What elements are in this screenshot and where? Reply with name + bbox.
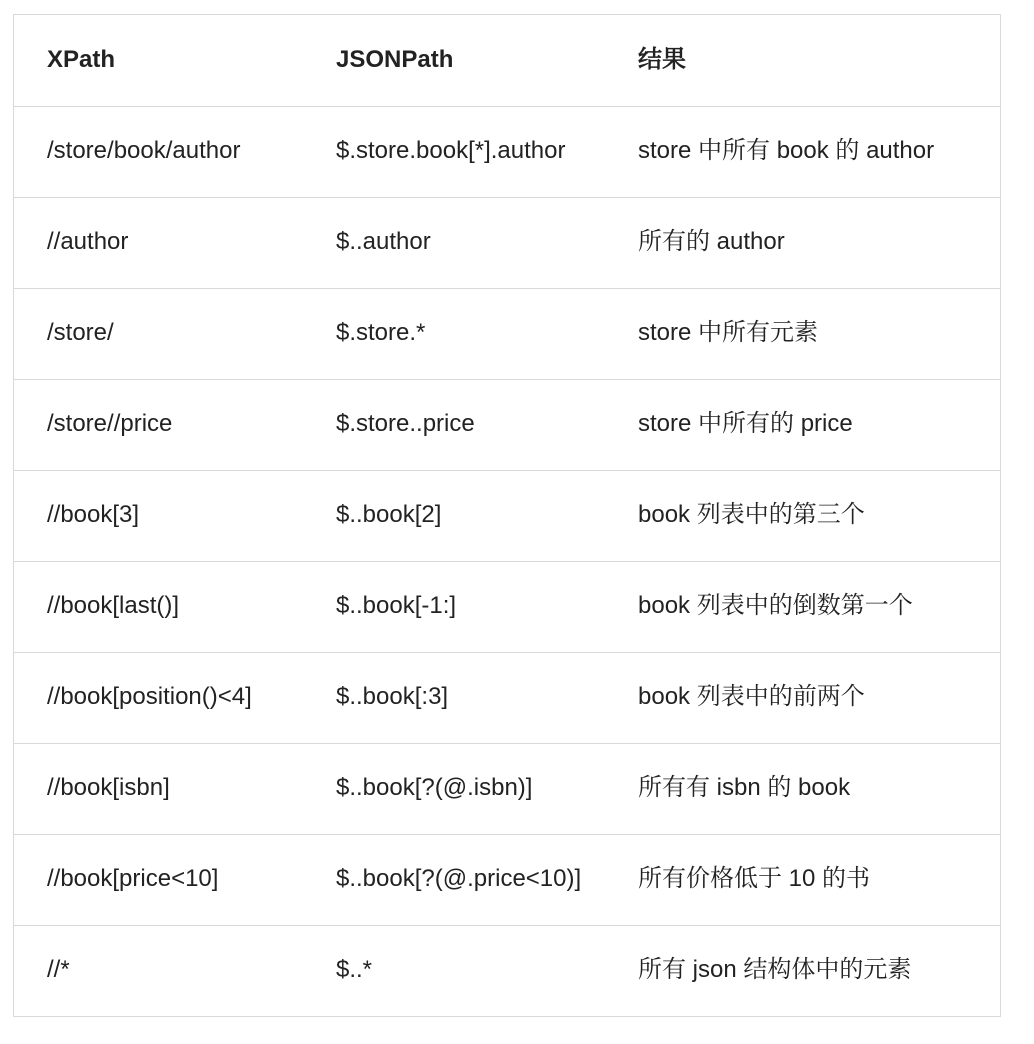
cell-result: store 中所有 book 的 author [622,106,1000,197]
cell-xpath: //book[isbn] [14,743,303,834]
table-row [14,197,1000,288]
cell-jsonpath: $..book[2] [303,470,622,561]
cell-jsonpath: $..book[-1:] [303,561,622,652]
table-row [14,379,1000,470]
cell-result: book 列表中的第三个 [622,470,1000,561]
table-header [14,15,1000,106]
comparison-table [14,15,1000,1016]
cell-jsonpath: $..book[:3] [303,652,622,743]
cell-jsonpath: $..author [303,197,622,288]
cell-jsonpath: $..* [303,925,622,1016]
header-row [14,15,1000,106]
cell-xpath: //book[last()] [14,561,303,652]
xpath-jsonpath-table [13,14,1001,1017]
cell-xpath: //book[price<10] [14,834,303,925]
table-body [14,106,1000,1016]
cell-result: 所有 json 结构体中的元素 [622,925,1000,1016]
table-row [14,561,1000,652]
cell-result: book 列表中的倒数第一个 [622,561,1000,652]
table-row [14,652,1000,743]
cell-xpath: //book[3] [14,470,303,561]
cell-jsonpath: $.store..price [303,379,622,470]
cell-jsonpath: $..book[?(@.isbn)] [303,743,622,834]
cell-result: store 中所有元素 [622,288,1000,379]
cell-xpath: //book[position()<4] [14,652,303,743]
cell-jsonpath: $.store.book[*].author [303,106,622,197]
header-result: 结果 [638,45,686,73]
cell-result: 所有有 isbn 的 book [622,743,1000,834]
cell-result: 所有的 author [622,197,1000,288]
cell-jsonpath: $.store.* [303,288,622,379]
cell-xpath: //author [14,197,303,288]
table-row [14,743,1000,834]
cell-jsonpath: $..book[?(@.price<10)] [303,834,622,925]
cell-xpath: /store//price [14,379,303,470]
table-row [14,288,1000,379]
table-row [14,925,1000,1016]
cell-xpath: /store/book/author [14,106,303,197]
header-xpath: XPath [47,45,116,73]
cell-xpath: /store/ [14,288,303,379]
table-row [14,106,1000,197]
cell-xpath: //* [14,925,303,1016]
table-row [14,834,1000,925]
cell-result: book 列表中的前两个 [622,652,1000,743]
header-jsonpath: JSONPath [336,45,454,73]
cell-result: 所有价格低于 10 的书 [622,834,1000,925]
cell-result: store 中所有的 price [622,379,1000,470]
table-row [14,470,1000,561]
